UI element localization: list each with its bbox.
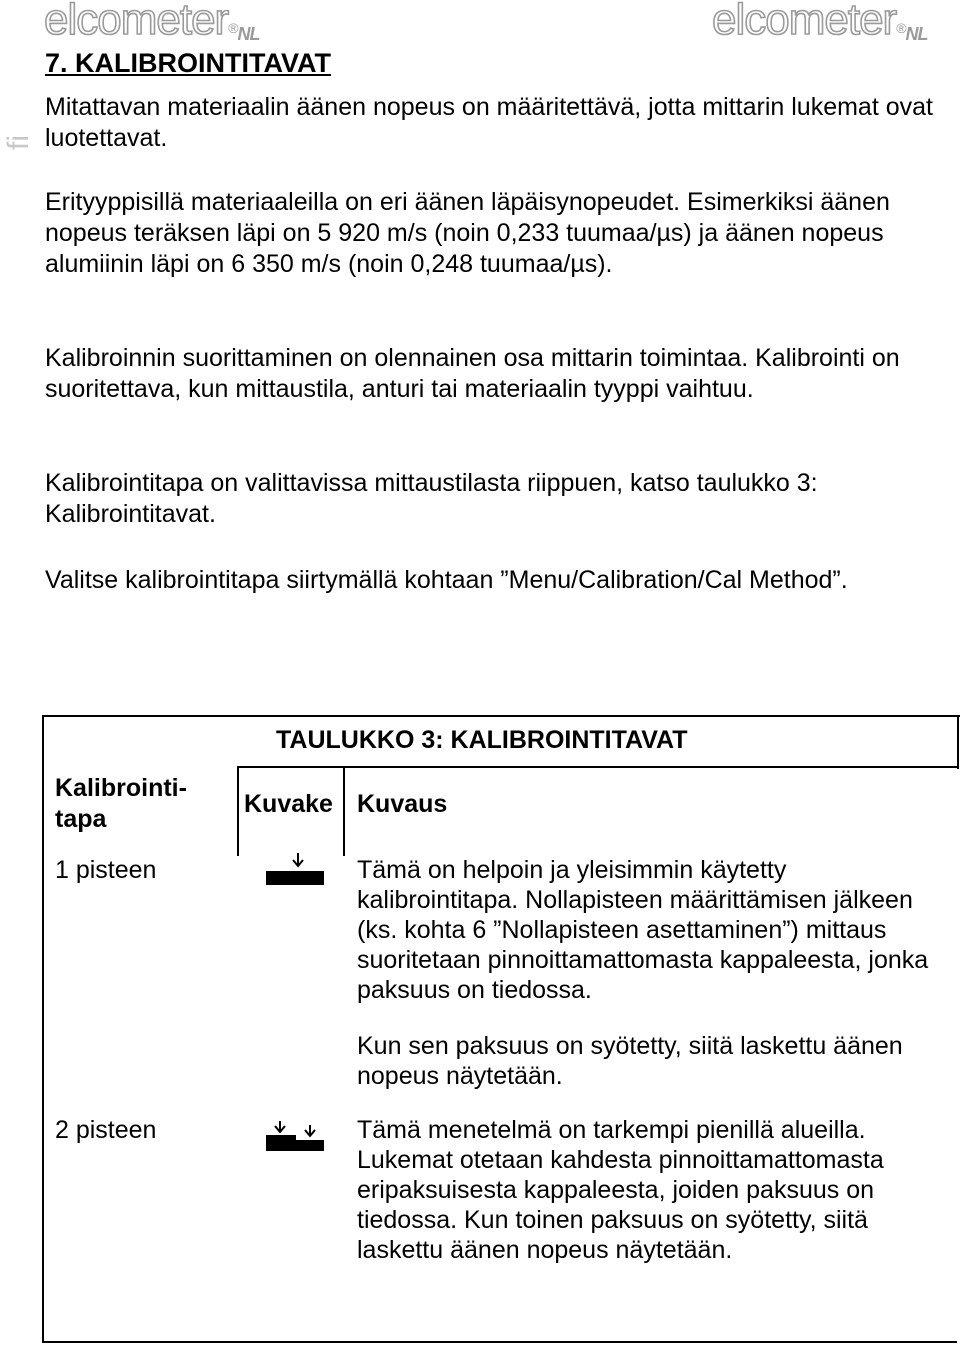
paragraph: Valitse kalibrointitapa siirtymällä kohtaan ”Menu/Calibration/Cal Method”. (45, 566, 848, 594)
row-method: 2 pisteen (55, 1116, 157, 1144)
header-description: Kuvaus (357, 790, 448, 818)
table-title: TAULUKKO 3: KALIBROINTITAVAT (276, 726, 688, 754)
header-method: Kalibrointi-tapa (55, 774, 187, 833)
two-point-calibration-icon (266, 1119, 326, 1153)
paragraph: Kalibroinnin suorittaminen on olennainen osa mittarin toimintaa. Kalibrointi on suoritettava, kun mittaustila, anturi tai materiaalin tyyppi vaihtuu. (45, 344, 900, 403)
paragraph: Mitattavan materiaalin äänen nopeus on määritettävä, jotta mittarin lukemat ovat luotettavat. (45, 93, 933, 152)
section-title: 7. KALIBROINTITAVAT (45, 48, 331, 78)
paragraph: Kalibrointitapa on valittavissa mittaustilasta riippuen, katso taulukko 3: Kalibrointitavat. (45, 469, 818, 528)
paragraph: Erityyppisillä materiaaleilla on eri äänen läpäisynopeudet. Esimerkiksi äänen nopeus teräksen läpi on 5 920 m/s (noin 0,233 tuumaa/µs) ja äänen nopeus alumiinin läpi on 6 350 m/s (noin 0,248 tuumaa/µs). (45, 188, 890, 278)
row-description: Tämä menetelmä on tarkempi pienillä alueilla. Lukemat otetaan kahdesta pinnoittamattomasta eripaksuisesta kappaleesta, joiden paksuus on tiedossa. Kun toinen paksuus on syötetty, siitä laskettu äänen nopeus näytetään. (357, 1116, 884, 1264)
elcometer-logo: elcometer®NL (44, 0, 260, 44)
row-description: Tämä on helpoin ja yleisimmin käytetty kalibrointitapa. Nollapisteen määrittämisen jälkeen (ks. kohta 6 ”Nollapisteen asettaminen”) mittaus suoritetaan pinnoittamattomasta kappaleesta, jonka paksuus on tiedossa. (357, 856, 929, 1004)
header-icon: Kuvake (244, 790, 333, 818)
calibration-methods-table (42, 715, 957, 1343)
elcometer-logo: elcometer®NL (712, 0, 928, 44)
row-method: 1 pisteen (55, 856, 157, 884)
row-description-extra: Kun sen paksuus on syötetty, siitä laskettu äänen nopeus näytetään. (357, 1032, 903, 1090)
one-point-calibration-icon (266, 851, 326, 887)
language-tab: fi (2, 135, 35, 150)
